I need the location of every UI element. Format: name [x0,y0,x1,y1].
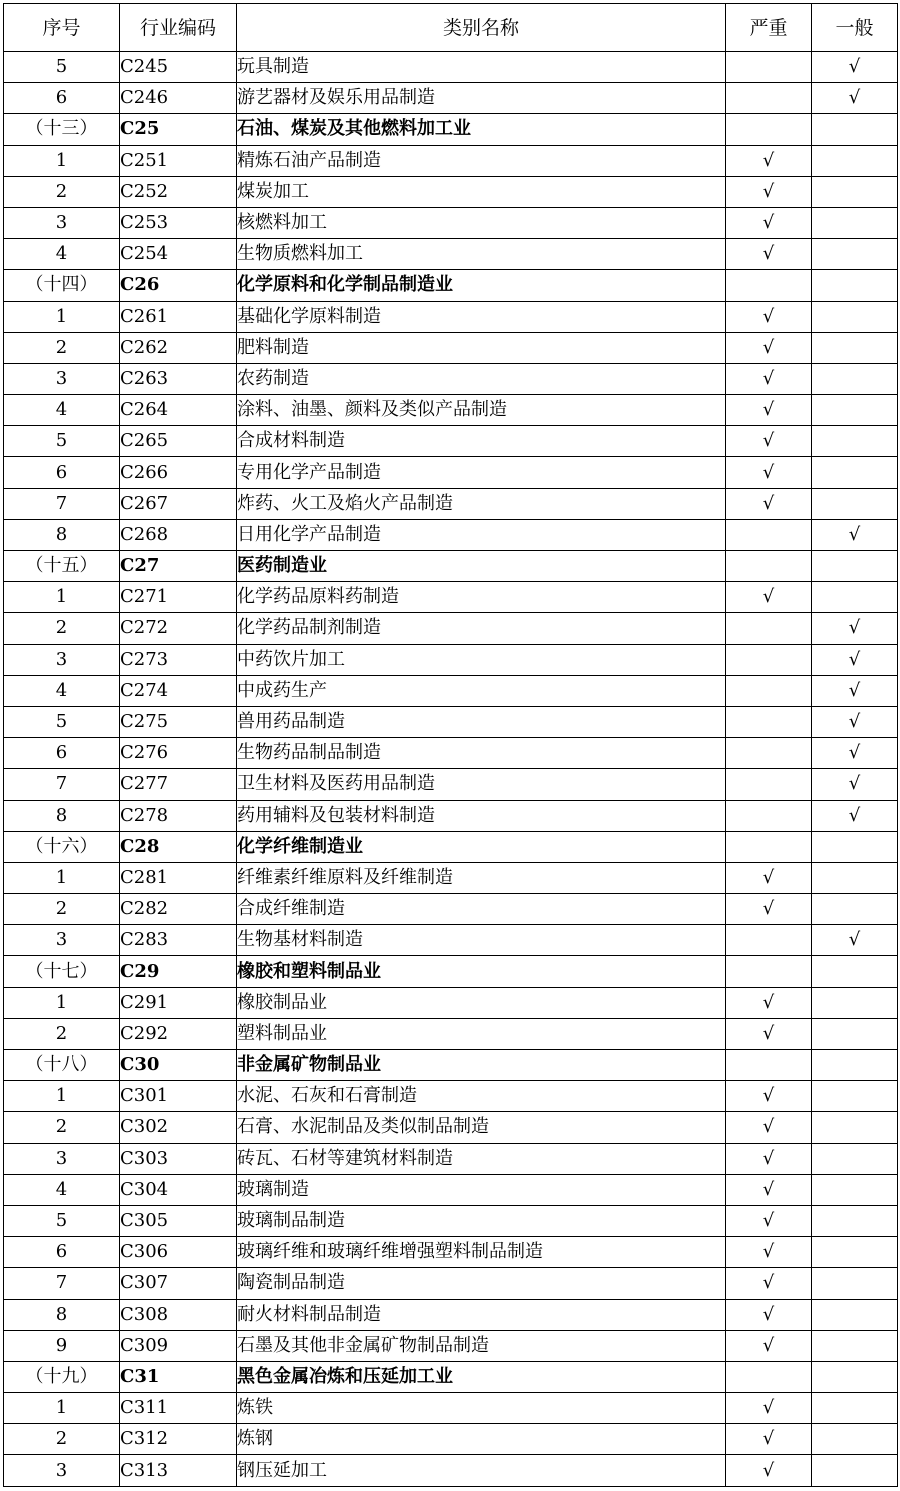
industry-classification-table [3,3,898,1487]
cell-index: 2 [4,1424,120,1455]
cell-severe [726,956,812,987]
cell-code: C292 [120,1018,237,1049]
cell-name: 石油、煤炭及其他燃料加工业 [237,114,726,145]
table-row [4,83,898,114]
cell-index: 2 [4,176,120,207]
cell-index: （十八） [4,1050,120,1081]
cell-index: 3 [4,1143,120,1174]
cell-index: 6 [4,1237,120,1268]
cell-general [812,1205,898,1236]
cell-index: 4 [4,239,120,270]
category-group-row [4,1361,898,1392]
cell-code: C261 [120,301,237,332]
cell-code: C303 [120,1143,237,1174]
cell-code: C268 [120,519,237,550]
table-row [4,1299,898,1330]
table-row [4,738,898,769]
cell-index: 2 [4,1018,120,1049]
cell-code: C308 [120,1299,237,1330]
cell-index: 7 [4,488,120,519]
table-row [4,582,898,613]
cell-index: 6 [4,457,120,488]
cell-name: 陶瓷制品制造 [237,1268,726,1299]
cell-index: 1 [4,1081,120,1112]
table-row [4,488,898,519]
cell-severe-checkmark: √ [726,1205,812,1236]
cell-index: 2 [4,894,120,925]
table-row [4,1237,898,1268]
cell-severe-checkmark: √ [726,488,812,519]
cell-name: 生物基材料制造 [237,925,726,956]
cell-severe-checkmark: √ [726,987,812,1018]
cell-index: （十七） [4,956,120,987]
cell-name: 煤炭加工 [237,176,726,207]
cell-general [812,582,898,613]
cell-name: 耐火材料制品制造 [237,1299,726,1330]
cell-general-checkmark: √ [812,769,898,800]
cell-name: 兽用药品制造 [237,706,726,737]
category-group-row [4,956,898,987]
cell-severe [726,270,812,301]
cell-severe-checkmark: √ [726,395,812,426]
table-row [4,644,898,675]
table-row [4,1205,898,1236]
cell-general [812,363,898,394]
cell-severe [726,675,812,706]
cell-severe-checkmark: √ [726,1174,812,1205]
cell-index: 5 [4,426,120,457]
table-header [4,4,898,52]
cell-code: C265 [120,426,237,457]
cell-general [812,831,898,862]
cell-name: 化学纤维制造业 [237,831,726,862]
cell-name: 水泥、石灰和石膏制造 [237,1081,726,1112]
cell-code: C253 [120,207,237,238]
header-row [4,4,898,52]
cell-name: 精炼石油产品制造 [237,145,726,176]
cell-index: 1 [4,301,120,332]
table-row [4,52,898,83]
cell-index: （十六） [4,831,120,862]
cell-severe-checkmark: √ [726,1268,812,1299]
table-row [4,769,898,800]
cell-general [812,1268,898,1299]
cell-name: 日用化学产品制造 [237,519,726,550]
header-index: 序号 [4,4,120,52]
cell-code: C313 [120,1455,237,1486]
cell-general [812,270,898,301]
cell-code: C271 [120,582,237,613]
table-row [4,1455,898,1486]
cell-severe-checkmark: √ [726,1143,812,1174]
cell-index: 4 [4,1174,120,1205]
cell-general [812,862,898,893]
cell-name: 纤维素纤维原料及纤维制造 [237,862,726,893]
cell-general [812,457,898,488]
table-row [4,894,898,925]
cell-name: 玻璃纤维和玻璃纤维增强塑料制品制造 [237,1237,726,1268]
cell-code: C246 [120,83,237,114]
cell-severe-checkmark: √ [726,1455,812,1486]
table-row [4,862,898,893]
cell-severe-checkmark: √ [726,426,812,457]
cell-index: 6 [4,83,120,114]
cell-severe-checkmark: √ [726,894,812,925]
cell-code: C266 [120,457,237,488]
cell-severe-checkmark: √ [726,207,812,238]
cell-code: C304 [120,1174,237,1205]
cell-name: 卫生材料及医药用品制造 [237,769,726,800]
cell-name: 化学药品原料药制造 [237,582,726,613]
cell-name: 炼铁 [237,1393,726,1424]
cell-general [812,1424,898,1455]
cell-severe-checkmark: √ [726,862,812,893]
category-group-row [4,551,898,582]
cell-code: C251 [120,145,237,176]
table-row [4,1393,898,1424]
cell-code: C312 [120,1424,237,1455]
table-row [4,1143,898,1174]
cell-index: （十九） [4,1361,120,1392]
cell-code: C29 [120,956,237,987]
cell-severe [726,1361,812,1392]
cell-severe [726,925,812,956]
table-row [4,1081,898,1112]
cell-severe-checkmark: √ [726,301,812,332]
cell-index: （十三） [4,114,120,145]
cell-general-checkmark: √ [812,706,898,737]
cell-severe [726,114,812,145]
category-group-row [4,831,898,862]
cell-code: C277 [120,769,237,800]
cell-code: C307 [120,1268,237,1299]
cell-general [812,551,898,582]
cell-general [812,114,898,145]
cell-general-checkmark: √ [812,613,898,644]
cell-severe [726,769,812,800]
cell-index: 4 [4,395,120,426]
cell-severe-checkmark: √ [726,457,812,488]
cell-severe [726,613,812,644]
cell-severe [726,519,812,550]
cell-name: 药用辅料及包装材料制造 [237,800,726,831]
cell-general [812,145,898,176]
header-name: 类别名称 [237,4,726,52]
category-group-row [4,114,898,145]
cell-code: C245 [120,52,237,83]
cell-name: 基础化学原料制造 [237,301,726,332]
table-row [4,675,898,706]
table-row [4,176,898,207]
cell-code: C283 [120,925,237,956]
cell-index: 8 [4,1299,120,1330]
table-row [4,1018,898,1049]
cell-general-checkmark: √ [812,644,898,675]
cell-general [812,1393,898,1424]
table-row [4,1424,898,1455]
cell-code: C311 [120,1393,237,1424]
cell-code: C276 [120,738,237,769]
cell-general [812,1050,898,1081]
table-row [4,426,898,457]
cell-name: 游艺器材及娱乐用品制造 [237,83,726,114]
cell-index: 7 [4,769,120,800]
cell-general [812,894,898,925]
cell-general [812,488,898,519]
cell-name: 塑料制品业 [237,1018,726,1049]
cell-general [812,395,898,426]
cell-severe [726,706,812,737]
cell-general [812,1081,898,1112]
table-row [4,613,898,644]
table-row [4,925,898,956]
cell-index: 1 [4,582,120,613]
cell-general-checkmark: √ [812,675,898,706]
cell-general-checkmark: √ [812,519,898,550]
cell-index: 8 [4,800,120,831]
cell-general [812,1112,898,1143]
cell-severe-checkmark: √ [726,1393,812,1424]
cell-code: C267 [120,488,237,519]
cell-index: 8 [4,519,120,550]
cell-name: 化学药品制剂制造 [237,613,726,644]
cell-severe [726,83,812,114]
cell-name: 中成药生产 [237,675,726,706]
cell-severe-checkmark: √ [726,239,812,270]
table-row [4,519,898,550]
cell-index: （十五） [4,551,120,582]
table-row [4,363,898,394]
cell-code: C252 [120,176,237,207]
cell-index: 2 [4,1112,120,1143]
cell-index: 4 [4,675,120,706]
cell-name: 钢压延加工 [237,1455,726,1486]
cell-severe [726,52,812,83]
cell-name: 玻璃制品制造 [237,1205,726,1236]
table-row [4,301,898,332]
cell-index: 9 [4,1330,120,1361]
cell-index: 3 [4,1455,120,1486]
cell-severe [726,1050,812,1081]
cell-general-checkmark: √ [812,925,898,956]
cell-name: 化学原料和化学制品制造业 [237,270,726,301]
cell-code: C31 [120,1361,237,1392]
cell-name: 砖瓦、石材等建筑材料制造 [237,1143,726,1174]
cell-severe [726,738,812,769]
table-row [4,1174,898,1205]
cell-code: C263 [120,363,237,394]
cell-code: C291 [120,987,237,1018]
table-row [4,332,898,363]
cell-name: 合成纤维制造 [237,894,726,925]
cell-index: 5 [4,1205,120,1236]
cell-code: C30 [120,1050,237,1081]
cell-code: C274 [120,675,237,706]
cell-name: 专用化学产品制造 [237,457,726,488]
cell-general [812,239,898,270]
cell-name: 中药饮片加工 [237,644,726,675]
cell-index: 5 [4,52,120,83]
cell-general [812,176,898,207]
category-group-row [4,270,898,301]
cell-general-checkmark: √ [812,800,898,831]
cell-severe-checkmark: √ [726,582,812,613]
cell-general [812,332,898,363]
cell-index: 1 [4,987,120,1018]
cell-severe-checkmark: √ [726,332,812,363]
cell-index: 5 [4,706,120,737]
cell-severe [726,551,812,582]
cell-name: 农药制造 [237,363,726,394]
header-general: 一般 [812,4,898,52]
cell-name: 核燃料加工 [237,207,726,238]
header-severe: 严重 [726,4,812,52]
cell-general [812,1174,898,1205]
cell-name: 非金属矿物制品业 [237,1050,726,1081]
cell-code: C272 [120,613,237,644]
cell-severe [726,644,812,675]
cell-name: 炼钢 [237,1424,726,1455]
cell-name: 肥料制造 [237,332,726,363]
table-body [4,52,898,1487]
cell-index: 6 [4,738,120,769]
cell-code: C301 [120,1081,237,1112]
cell-general-checkmark: √ [812,52,898,83]
cell-name: 橡胶和塑料制品业 [237,956,726,987]
cell-code: C302 [120,1112,237,1143]
cell-general [812,1455,898,1486]
cell-name: 黑色金属冶炼和压延加工业 [237,1361,726,1392]
cell-index: 7 [4,1268,120,1299]
cell-name: 生物质燃料加工 [237,239,726,270]
cell-name: 玩具制造 [237,52,726,83]
cell-code: C26 [120,270,237,301]
cell-name: 橡胶制品业 [237,987,726,1018]
cell-severe-checkmark: √ [726,1299,812,1330]
cell-general-checkmark: √ [812,738,898,769]
cell-index: 1 [4,145,120,176]
cell-severe-checkmark: √ [726,1081,812,1112]
table-row [4,1112,898,1143]
cell-name: 玻璃制造 [237,1174,726,1205]
cell-code: C305 [120,1205,237,1236]
cell-severe-checkmark: √ [726,1237,812,1268]
table-row [4,1268,898,1299]
cell-index: 3 [4,363,120,394]
cell-severe-checkmark: √ [726,1018,812,1049]
cell-general [812,1330,898,1361]
cell-code: C306 [120,1237,237,1268]
cell-severe-checkmark: √ [726,176,812,207]
cell-severe-checkmark: √ [726,145,812,176]
cell-severe-checkmark: √ [726,1330,812,1361]
cell-severe-checkmark: √ [726,1112,812,1143]
cell-severe-checkmark: √ [726,363,812,394]
cell-code: C27 [120,551,237,582]
cell-general-checkmark: √ [812,83,898,114]
cell-general [812,1143,898,1174]
cell-code: C273 [120,644,237,675]
cell-general [812,1361,898,1392]
cell-index: 3 [4,207,120,238]
table-row [4,207,898,238]
cell-general [812,987,898,1018]
cell-code: C254 [120,239,237,270]
category-group-row [4,1050,898,1081]
cell-code: C275 [120,706,237,737]
cell-code: C282 [120,894,237,925]
cell-code: C264 [120,395,237,426]
cell-code: C281 [120,862,237,893]
table-row [4,457,898,488]
table-row [4,239,898,270]
cell-severe [726,831,812,862]
cell-index: 2 [4,332,120,363]
table-row [4,395,898,426]
cell-general [812,1237,898,1268]
cell-name: 石墨及其他非金属矿物制品制造 [237,1330,726,1361]
cell-general [812,1018,898,1049]
cell-severe [726,800,812,831]
cell-index: 3 [4,644,120,675]
table-row [4,1330,898,1361]
cell-name: 医药制造业 [237,551,726,582]
cell-code: C25 [120,114,237,145]
cell-name: 涂料、油墨、颜料及类似产品制造 [237,395,726,426]
cell-general [812,956,898,987]
cell-name: 炸药、火工及焰火产品制造 [237,488,726,519]
cell-index: 3 [4,925,120,956]
cell-name: 合成材料制造 [237,426,726,457]
cell-code: C309 [120,1330,237,1361]
table-row [4,800,898,831]
cell-index: （十四） [4,270,120,301]
cell-index: 1 [4,1393,120,1424]
cell-general [812,207,898,238]
cell-general [812,301,898,332]
cell-name: 石膏、水泥制品及类似制品制造 [237,1112,726,1143]
table-row [4,706,898,737]
cell-general [812,426,898,457]
cell-general [812,1299,898,1330]
cell-code: C278 [120,800,237,831]
table-row [4,145,898,176]
cell-index: 1 [4,862,120,893]
cell-name: 生物药品制品制造 [237,738,726,769]
header-code: 行业编码 [120,4,237,52]
table-row [4,987,898,1018]
cell-severe-checkmark: √ [726,1424,812,1455]
cell-code: C28 [120,831,237,862]
cell-code: C262 [120,332,237,363]
cell-index: 2 [4,613,120,644]
